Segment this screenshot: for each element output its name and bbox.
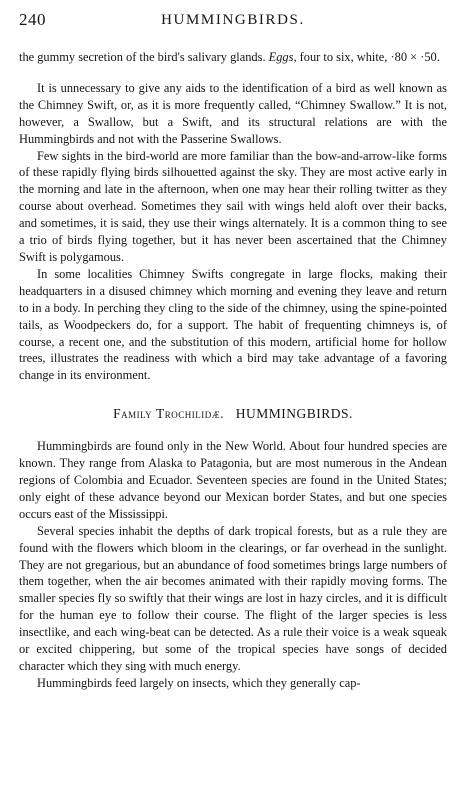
family-name: Trochilidæ. [156,406,225,422]
family-label: Family [113,406,153,422]
paragraph: Several species inhabit the depths of dark tropical forests, but as a rule they are found with the flowers which bloom in the clearings, or far overhead in the sunlight. They are not gregarious, but an abundance of food sometimes brings large numbers of them together, when the air becomes animated with their rapidly moving forms. The smaller species fly so swiftly that their wings are lost in hazy circles, and it is difficult for the human eye to follow their course. The flight of the larger species is less insectlike, and each wing-beat can be detected. As a rule their voice is a weak squeak or excited chippering, but some of the tropical species have songs of decided character which they sing with much energy. [19,523,447,673]
paragraph-continuation [19,49,447,66]
paragraph: In some localities Chimney Swifts congregate in large flocks, making their headquarters in a disused chimney which morning and evening they leave and return to in a body. In perching they cling to the side of the chimney, using the spine-pointed tails, as Woodpeckers do, for a support. The habit of frequenting chimneys is, of course, a recent one, and the substitution of this modern, artificial home for hollow trees, illustrates the readiness with which a bird may take advantage of a favoring change in its environment. [19,266,447,383]
paragraph-text: the gummy secretion of the bird's salivary glands. [19,50,269,64]
family-common-name: HUMMINGBIRDS. [235,406,353,422]
book-page [19,10,447,692]
italic-term: Eggs [268,50,294,64]
paragraph-text: , four to six, white, ·80 × ·50. [293,50,440,64]
paragraph: Few sights in the bird-world are more familiar than the bow-and-arrow-like forms of these rapidly flying birds silhouetted against the sky. They are most active early in the morning and late in the afternoon, when one may hear their rolling twitter as they course about overhead. Sometimes they sail with wings held aloft over their backs, and sometimes, it is said, they use their wings alternately. It is a common thing to see a trio of birds flying together, but it has never been ascertained that the Chimney Swift is polygamous. [19,148,447,264]
body-text [19,49,447,692]
paragraph: It is unnecessary to give any aids to the identification of a bird as well known as the Chimney Swift, or, as it is more frequently called, “Chimney Swallow.” It is not, however, a Swallow, but a Swift, and its structural relations are with the Hummingbirds and not with the Passerine Swallows. [19,80,447,146]
running-head: HUMMINGBIRDS. [161,12,305,28]
page-number: 240 [19,10,46,29]
page-header [19,10,447,34]
paragraph: Hummingbirds are found only in the New World. About four hundred species are known. They range from Alaska to Patagonia, but are most numerous in the Andean regions of Colombia and Ecuador. Seventeen species are found in the United States; only eight of these advance beyond our Mexican border States, and but one species occurs east of the Mississippi. [19,439,447,521]
family-heading [19,406,447,422]
paragraph: Hummingbirds feed largely on insects, which they generally cap- [37,675,361,690]
